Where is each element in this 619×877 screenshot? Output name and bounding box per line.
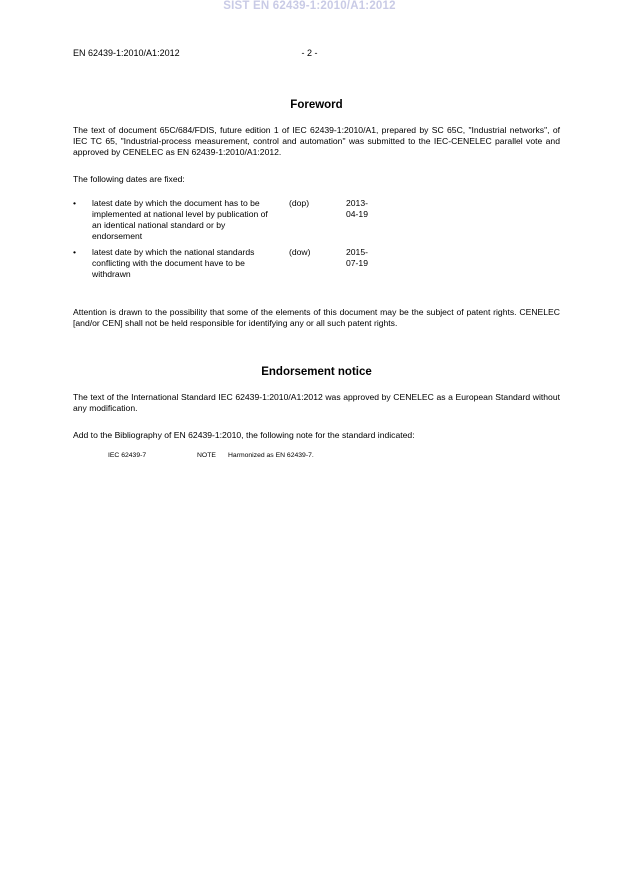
note-label: NOTE <box>197 452 216 459</box>
date-item-date: 2013-04-19 <box>346 198 368 219</box>
date-item-date: 2015-07-19 <box>346 247 368 268</box>
header-doc-id: EN 62439-1:2010/A1:2012 <box>73 48 180 58</box>
note-text: Harmonized as EN 62439-7. <box>228 452 314 459</box>
endorsement-paragraph: The text of the International Standard IEC 62439-1:2010/A1:2012 was approved by CENELEC as a European Standard without any modification. <box>73 392 560 413</box>
bibliography-paragraph: Add to the Bibliography of EN 62439-1:2010, the following note for the standard indicated: <box>73 430 415 440</box>
header-page-number: - 2 - <box>301 48 318 58</box>
foreword-title: Foreword <box>290 99 343 111</box>
date-item-code: (dop) <box>289 198 310 208</box>
endorsement-title: Endorsement notice <box>261 366 372 378</box>
date-item-code: (dow) <box>289 247 311 257</box>
watermark: SIST EN 62439-1:2010/A1:2012 <box>223 0 396 12</box>
bullet-glyph: • <box>73 247 77 257</box>
attention-paragraph: Attention is drawn to the possibility that some of the elements of this document may be the subject of patent rights. CENELEC [and/or CEN] shall not be held responsible for identifying any or all such patent rights. <box>73 307 560 328</box>
bullet-glyph: • <box>73 198 77 208</box>
date-item-text: latest date by which the national standards conflicting with the document have to be withdrawn <box>92 247 255 279</box>
note-standard-code: IEC 62439-7 <box>108 452 147 459</box>
dates-intro: The following dates are fixed: <box>73 174 185 184</box>
date-item-text: latest date by which the document has to be implemented at national level by publication of an identical national standard or by endorsement <box>92 198 268 241</box>
foreword-paragraph: The text of document 65C/684/FDIS, future edition 1 of IEC 62439-1:2010/A1, prepared by SC 65C, "Industrial networks", of IEC TC 65, "Industrial-process measurement, control and automation" was submitted to the IEC-CENELEC parallel vote and approved by CENELEC as EN 62439-1:2010/A1:2012. <box>73 125 560 157</box>
